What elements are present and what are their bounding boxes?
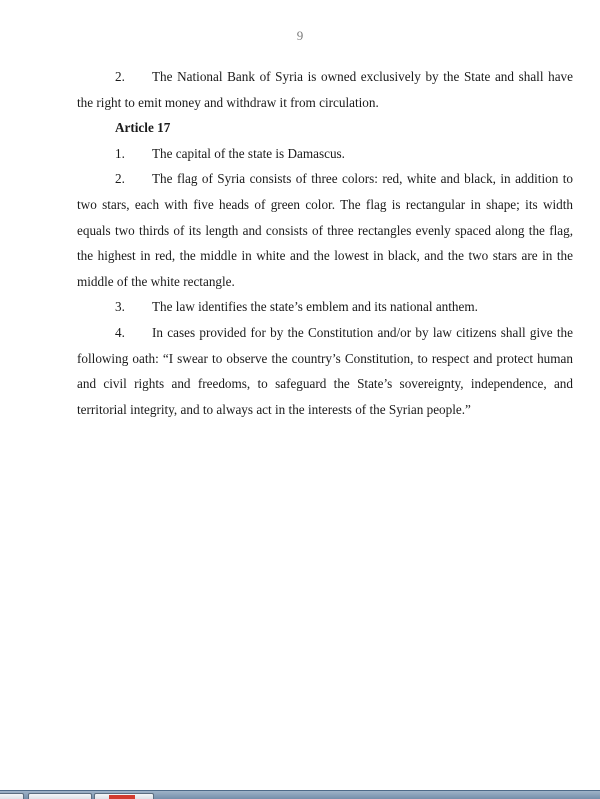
paragraph-bank <box>77 64 573 115</box>
item-number: 4. <box>115 324 125 340</box>
taskbar-window-button[interactable] <box>94 793 154 799</box>
item-number: 1. <box>115 145 125 161</box>
item-text: The capital of the state is Damascus. <box>152 145 345 161</box>
app-icon <box>109 795 135 799</box>
paragraph-number: 2. <box>115 69 125 84</box>
taskbar-start-button[interactable] <box>0 793 24 799</box>
article-item <box>77 320 573 422</box>
item-number: 3. <box>115 299 125 315</box>
taskbar-window-button[interactable] <box>28 793 92 799</box>
article-heading: Article 17 <box>115 120 171 136</box>
item-text: The flag of Syria consists of three colors: red, white and black, in addition to two stars, each with five heads of green color. The flag is rectangular in shape; its width equals two thirds of its length and consists of three rectangles evenly spaced along the flag, the highest in red, the middle in white and the lowest in black, and the two stars are in the middle of the white rectangle. <box>77 171 573 289</box>
item-text: In cases provided for by the Constitution and/or by law citizens shall give the following oath: “I swear to observe the country’s Constitution, to respect and protect human and civil rights and freedoms, to safeguard the State’s sovereignty, independence, and territorial integrity, and to always act in the interests of the Syrian people.” <box>77 324 573 417</box>
article-item <box>77 141 573 167</box>
article-item <box>77 166 573 294</box>
taskbar <box>0 790 600 799</box>
page-number: 9 <box>296 28 304 43</box>
item-number: 2. <box>115 171 125 187</box>
document-body <box>77 64 573 422</box>
paragraph-text: The National Bank of Syria is owned exclusively by the State and shall have the right to emit money and withdraw it from circulation. <box>77 69 573 110</box>
item-text: The law identifies the state’s emblem and its national anthem. <box>152 299 478 315</box>
article-item <box>77 294 573 320</box>
